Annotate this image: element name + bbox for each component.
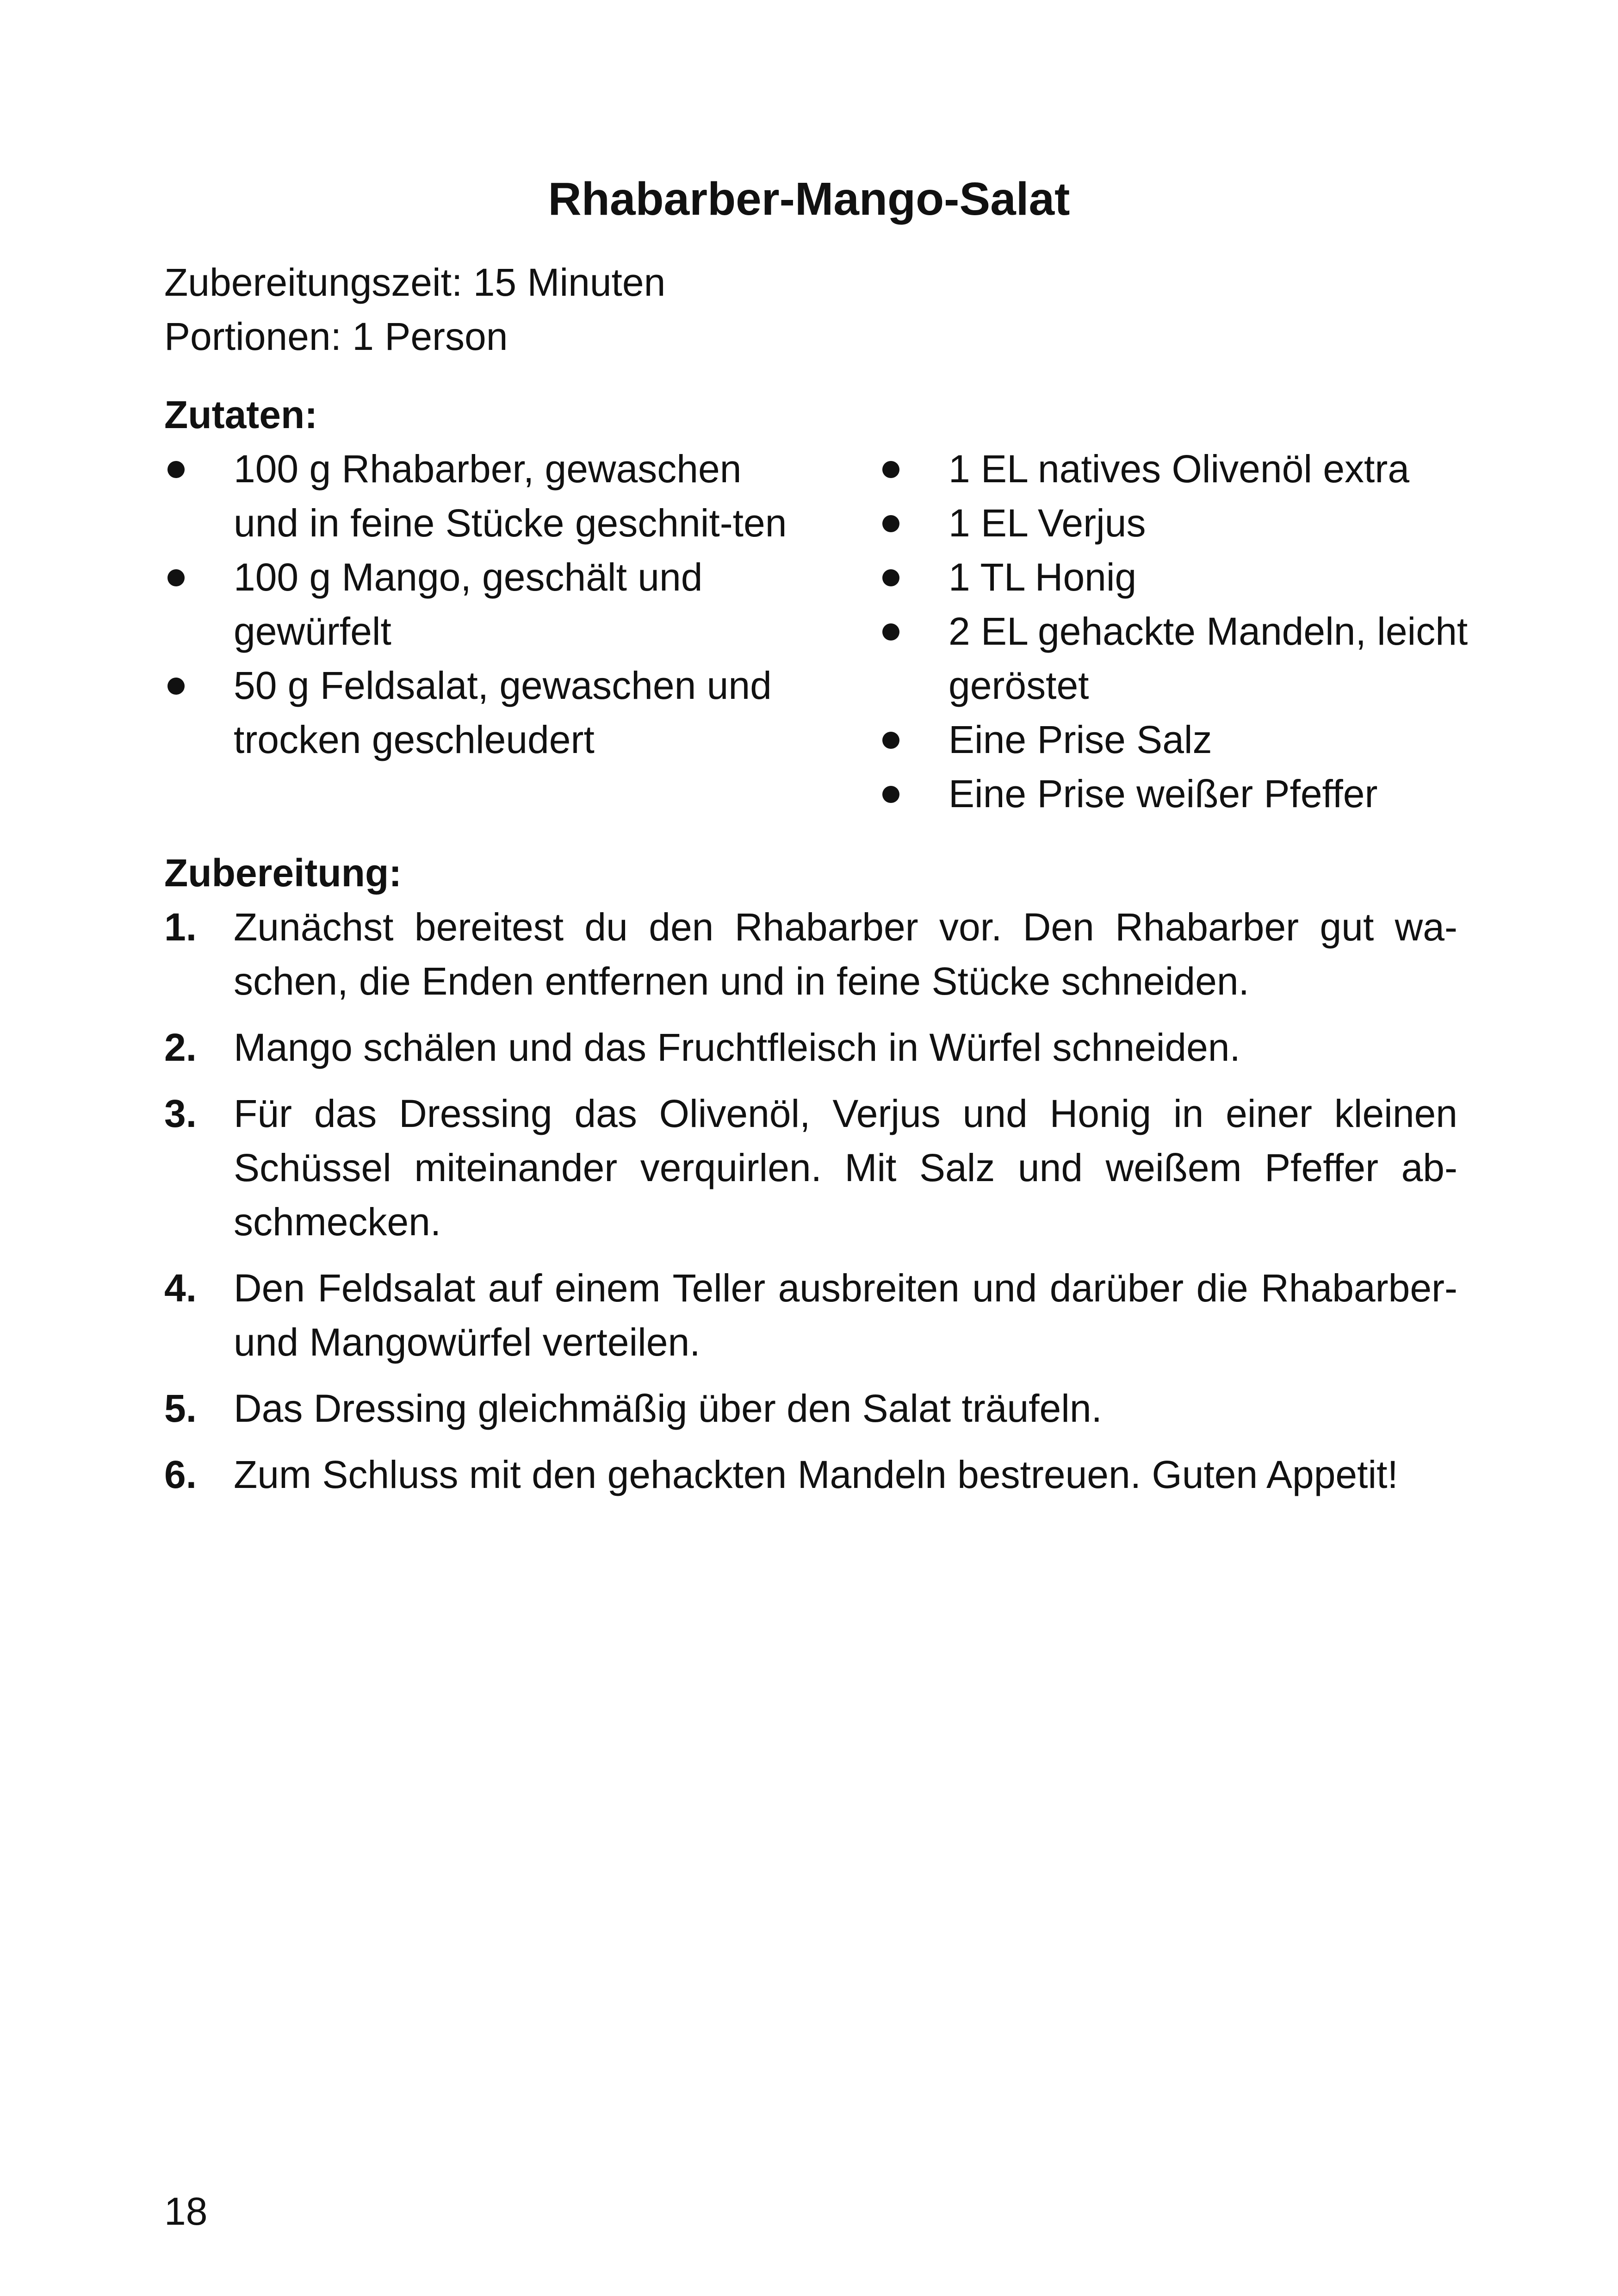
step-item	[164, 1381, 1457, 1436]
bullet-icon	[882, 515, 899, 532]
step-text: Mango schälen und das Fruchtfleisch in Würfel schneiden.	[234, 1026, 1240, 1069]
ingredient-item	[879, 442, 1527, 496]
step-item	[164, 1020, 1457, 1075]
ingredient-text: 100 g Rhabarber, gewaschen und in feine Stücke geschnit-ten	[234, 447, 787, 545]
ingredient-item	[164, 659, 812, 767]
ingredient-text: 1 TL Honig	[948, 555, 1137, 599]
ingredient-item	[879, 713, 1527, 767]
ingredient-text: Eine Prise weißer Pfeffer	[948, 772, 1378, 815]
ingredient-item	[879, 550, 1527, 604]
ingredient-item	[879, 604, 1527, 713]
page-number: 18	[164, 2190, 208, 2233]
bullet-icon	[882, 461, 899, 478]
step-item	[164, 1087, 1457, 1249]
step-text: Für das Dressing das Olivenöl, Verjus und Honig in einer kleinen Schüssel miteinander verquirlen. Mit Salz und weißem Pfeffer ab-schmecken.	[234, 1092, 1457, 1244]
bullet-icon	[167, 678, 185, 695]
step-number: 6.	[164, 1453, 197, 1496]
ingredient-item	[879, 496, 1527, 550]
step-number: 1.	[164, 905, 197, 949]
step-number: 5.	[164, 1387, 197, 1430]
step-number: 4.	[164, 1266, 197, 1310]
step-text: Das Dressing gleichmäßig über den Salat träufeln.	[234, 1387, 1102, 1430]
step-text: Zunächst bereitest du den Rhabarber vor. Den Rhabarber gut wa-schen, die Enden entfernen und in feine Stücke schneiden.	[234, 905, 1457, 1003]
step-text: Zum Schluss mit den gehackten Mandeln bestreuen. Guten Appetit!	[234, 1453, 1398, 1496]
ingredient-item	[164, 442, 812, 550]
bullet-icon	[882, 623, 899, 641]
steps-heading: Zubereitung:	[164, 851, 402, 895]
ingredient-item	[164, 550, 812, 659]
ingredients-list-right	[879, 442, 1527, 821]
prep-time: Zubereitungszeit: 15 Minuten	[164, 261, 666, 304]
ingredient-text: 100 g Mango, geschält und gewürfelt	[234, 555, 703, 653]
step-number: 3.	[164, 1092, 197, 1135]
step-item	[164, 900, 1457, 1008]
step-text: Den Feldsalat auf einem Teller ausbreiten und darüber die Rhabarber- und Mangowürfel verteilen.	[234, 1266, 1457, 1364]
ingredient-text: Eine Prise Salz	[948, 718, 1212, 761]
ingredient-text: 2 EL gehackte Mandeln, leicht geröstet	[948, 610, 1468, 707]
bullet-icon	[882, 569, 899, 586]
bullet-icon	[882, 786, 899, 803]
steps-list	[164, 900, 1457, 1514]
bullet-icon	[882, 732, 899, 749]
ingredient-text: 1 EL natives Olivenöl extra	[948, 447, 1410, 491]
step-number: 2.	[164, 1026, 197, 1069]
bullet-icon	[167, 461, 185, 478]
step-item	[164, 1448, 1457, 1502]
step-item	[164, 1261, 1457, 1369]
ingredient-text: 1 EL Verjus	[948, 501, 1146, 545]
ingredient-item	[879, 767, 1527, 821]
ingredients-heading: Zutaten:	[164, 393, 318, 436]
recipe-title: Rhabarber-Mango-Salat	[548, 173, 1070, 225]
servings: Portionen: 1 Person	[164, 315, 508, 358]
ingredients-list-left	[164, 442, 812, 767]
bullet-icon	[167, 569, 185, 586]
ingredient-text: 50 g Feldsalat, gewaschen und trocken geschleudert	[234, 664, 772, 761]
